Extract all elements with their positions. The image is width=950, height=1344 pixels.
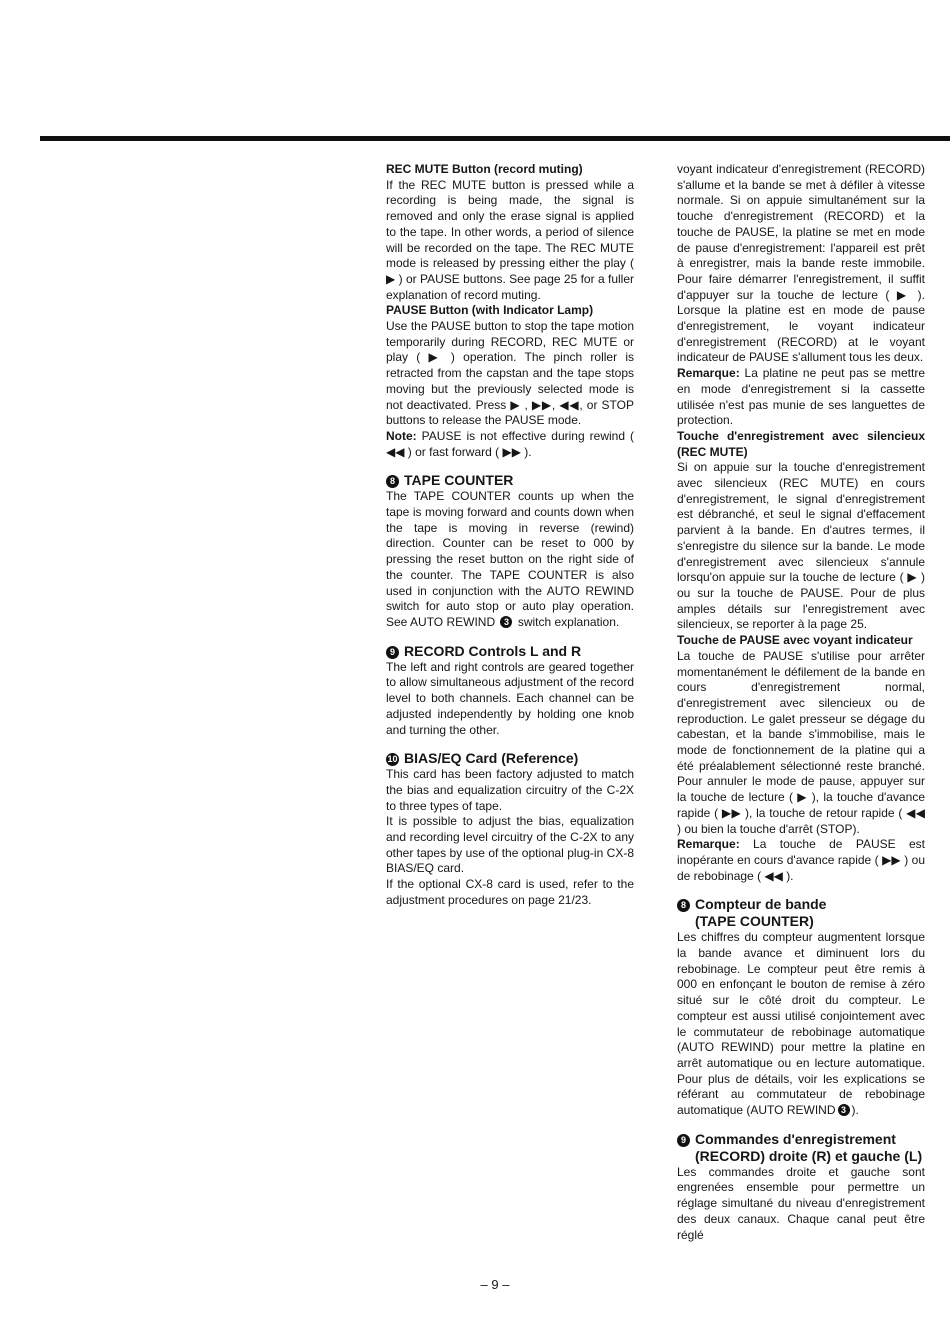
section-number-icon: 10 <box>387 754 398 765</box>
reference-number-icon: 3 <box>838 1104 850 1116</box>
compteur-text-b: ). <box>851 1103 859 1118</box>
commandes-heading <box>677 1131 925 1165</box>
pause-heading: PAUSE Button (with Indicator Lamp) <box>386 303 594 318</box>
pause-note-text: PAUSE is not effective during rewind ( ◀◀ ) or fast forward ( ▶▶ ). <box>386 428 634 459</box>
record-controls-title: RECORD Controls L and R <box>404 642 582 659</box>
section-number-icon: 9 <box>386 646 399 659</box>
pause-note <box>386 429 634 460</box>
remark-1-text: La platine ne peut pas se mettre en mode d'enregistrement si la cassette utilisée n'est pas munie de ses languettes de protection. <box>677 366 925 428</box>
compteur-title-b: (TAPE COUNTER) <box>695 913 814 930</box>
compteur-heading <box>677 896 925 930</box>
rec-mute-text: If the REC MUTE button is pressed while a recording is being made, the signal is removed and only the erase signal is applied to the tape. In other words, a period of silence will be recorded on the tape. The REC MUTE mode is released by pressing either the play ( ▶ ) or PAUSE buttons. See page 25 for a fuller explanation of record muting. <box>386 177 634 302</box>
tape-counter-title: TAPE COUNTER <box>404 472 514 489</box>
left-column <box>386 162 634 909</box>
remark-2-label: Remarque: <box>677 837 740 852</box>
commandes-text: Les commandes droite et gauche sont engrenées ensemble pour permettre un réglage simultané du niveau d'enregistrement des deux canaux. Chaque canal peut être réglé <box>677 1164 925 1242</box>
pause-note-label: Note: <box>386 428 417 443</box>
commandes-title-a: Commandes d'enregistrement <box>695 1130 896 1147</box>
reference-number-icon: 3 <box>500 616 512 628</box>
remark-1 <box>677 366 925 429</box>
section-number-icon: 9 <box>677 1134 690 1147</box>
bias-eq-text-2: It is possible to adjust the bias, equalization and recording level circuitry of the C-2X to any other tapes by use of the optional plug-in CX-8 BIAS/EQ card. <box>386 814 634 876</box>
pause-text: Use the PAUSE button to stop the tape motion temporarily during RECORD, REC MUTE or play ( ▶ ) operation. The pinch roller is retracted from the capstan and the tape stops moving but the previously selected mode is not deactivated. Press ▶ , ▶▶, ◀◀, or STOP buttons to release the PAUSE mode. <box>386 319 634 428</box>
remark-2-text: La touche de PAUSE est inopérante en cours d'avance rapide ( ▶▶ ) ou de rebobinage ( ◀◀ ). <box>677 837 925 883</box>
compteur-title-a: Compteur de bande <box>695 896 827 913</box>
rec-mute-fr-text: Si on appuie sur la touche d'enregistrement avec silencieux (REC MUTE) en cours d'enregistrement, le signal d'enregistrement est débranché, et seul le signal d'effacement parvient à la bande. En d'autres termes, il s'enregistre du silence sur la bande. Le mode d'enregistrement avec silencieux s'annule lorsqu'on appuie sur la touche de lecture ( ▶ ) ou sur la touche de PAUSE. Pour de plus amples détails sur l'enregistrement avec silencieux, se reporter à la page 25. <box>677 460 925 632</box>
compteur-text-a: Les chiffres du compteur augmentent lorsque la bande avance et diminuent lors du rebobinage. Le compteur peut être remis à 000 en enfonçant le bouton de remise à zéro situé sur le côté droit du compteur. Le compteur est aussi utilisé conjointement avec le commutateur de rebobinage automatique (AUTO REWIND) pour mettre la platine en arrêt automatique ou en lecture automatique. Pour plus de détails, voir les explications se référant au commutateur de rebobinage automatique (AUTO REWIND <box>677 930 925 1118</box>
record-controls-text: The left and right controls are geared together to allow simultaneous adjustment of the record level to both channels. Each channel can be adjusted independently by holding one knob and turning the other. <box>386 659 634 737</box>
remark-1-label: Remarque: <box>677 366 740 381</box>
page-number: – 9 – <box>480 1277 510 1292</box>
rec-mute-fr-heading: Touche d'enregistrement avec silencieux (REC MUTE) <box>677 428 925 459</box>
bias-eq-text-3: If the optional CX-8 card is used, refer to the adjustment procedures on page 21/23. <box>386 877 634 907</box>
commandes-title-b: (RECORD) droite (R) et gauche (L) <box>695 1147 923 1164</box>
section-number-icon: 8 <box>677 899 690 912</box>
record-controls-heading <box>386 643 634 660</box>
remark-2 <box>677 837 925 884</box>
tape-counter-text-a: The TAPE COUNTER counts up when the tape is moving forward and counts down when the tape is moving in reverse (rewind) direction. Counter can be reset to 000 by pressing the reset button on the right side of the counter. The TAPE COUNTER is also used in conjunction with the AUTO REWIND switch for auto stop or auto play operation. See AUTO REWIND <box>386 489 634 629</box>
right-column <box>677 162 925 1243</box>
continued-text: voyant indicateur d'enregistrement (RECORD) s'allume et la bande se met à défiler à vitesse normale. Si on appuie simultanément sur la touche d'enregistrement (RECORD) et la touche de PAUSE, la platine se met en mode de pause d'enregistrement: l'appareil est prêt à enregistrer, mais la bande reste immobile. Pour faire démarrer l'enregistrement, il suffit d'appuyer sur la touche de lecture ( ▶ ). Lorsque la platine est en mode de pause d'enregistrement, le voyant indicateur d'enregistrement (RECORD) at le voyant indicateur de PAUSE s'allument tous les deux. <box>677 162 925 365</box>
rec-mute-heading: REC MUTE Button (record muting) <box>386 162 583 176</box>
top-rule <box>40 136 950 141</box>
pause-fr-heading: Touche de PAUSE avec voyant indicateur <box>677 633 913 648</box>
tape-counter-heading <box>386 472 634 489</box>
bias-eq-title: BIAS/EQ Card (Reference) <box>404 750 579 767</box>
pause-fr-text: La touche de PAUSE s'utilise pour arrêter momentanément le défilement de la bande en cours d'enregistrement normal, d'enregistrement avec silencieux ou de reproduction. Le galet presseur se dégage du cabestan, et la bande s'immobilise, mais le mode de fonctionnement de la platine qui a été préalablement sélectionné reste branché. Pour annuler le mode de pause, appuyer sur la touche de lecture ( ▶ ), la touche d'avance rapide ( ▶▶ ), la touche de retour rapide ( ◀◀ ) ou bien la touche d'arrêt (STOP). <box>677 648 925 836</box>
tape-counter-text <box>386 489 634 630</box>
section-number-icon: 8 <box>386 475 399 488</box>
bias-eq-text-1: This card has been factory adjusted to match the bias and equalization circuitry of the C-2X to three types of tape. <box>386 767 634 813</box>
tape-counter-text-b: switch explanation. <box>517 614 620 629</box>
bias-eq-heading <box>386 750 634 767</box>
compteur-text <box>677 930 925 1118</box>
